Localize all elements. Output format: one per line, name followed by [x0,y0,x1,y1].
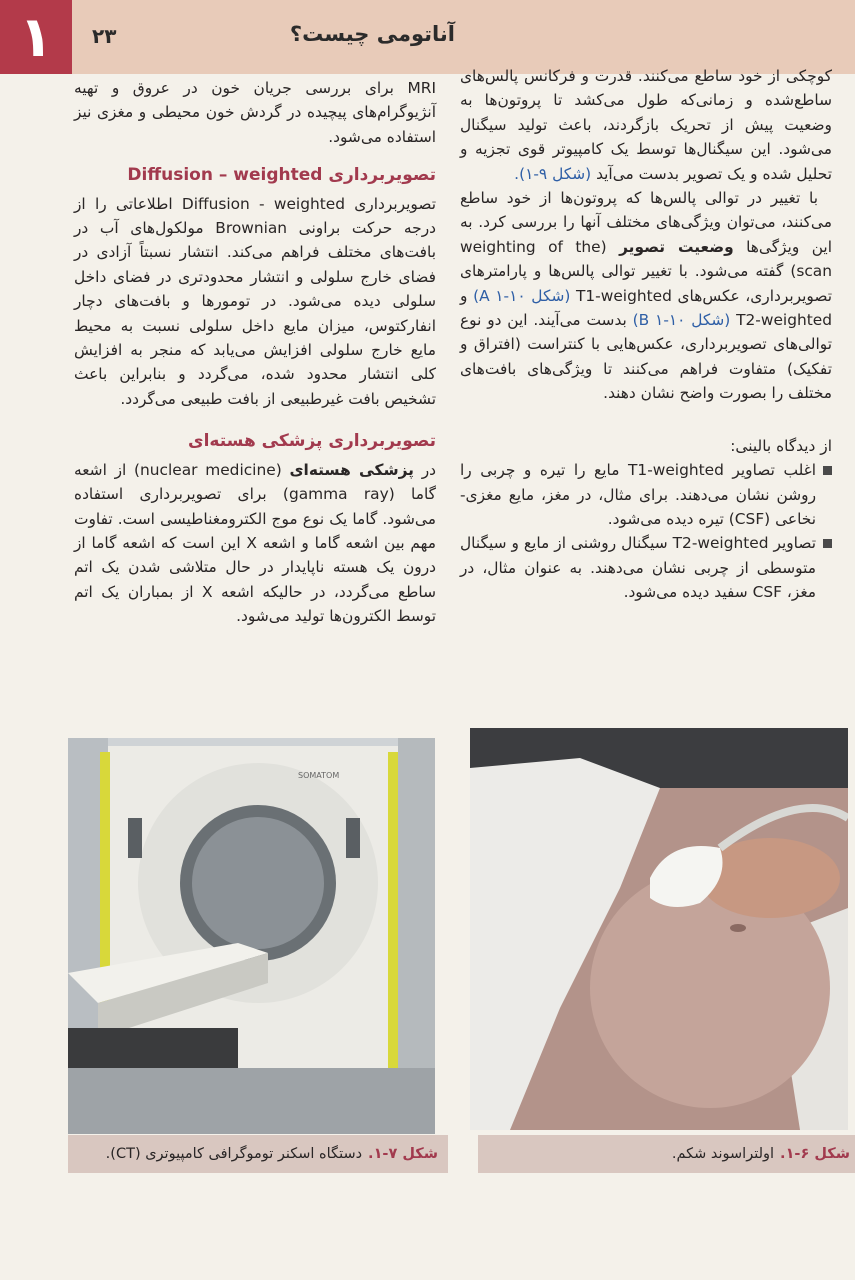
paragraph-text: با تغییر در توالی پالس‌ها که پروتون‌ها از خود ساطع می‌کنند، می‌توان ویژگی‌های مختلف آنها را بررسی کرد. به این ویژگی‌ها [460,189,832,256]
figure-caption-us [478,1135,855,1173]
left-column [74,76,436,629]
paragraph-text: (nuclear medicine) از اشعه گاما (gamma ray) برای تصویربرداری استفاده می‌شود. گاما یک نوع موج الکترومغناطیسی است. تفاوت مهم بین اشعه گاما و اشعه X این است که اشعه گاما از درون یک هسته ناپایدار در حال متلاشی شدن یک اتم ساطع می‌گردد، در حالیکه اشعه X از بمباران یک اتم توسط الکترون‌ها تولید می‌شود. [74,460,437,626]
paragraph [460,186,832,406]
figure-reference: (شکل ۱۰-۱ B) [632,311,731,330]
section-heading: تصویربرداری پزشکی هسته‌ای [188,431,436,452]
paragraph: MRI برای بررسی جریان خون در عروق و تهیه آنژیوگرام‌های پیچیده در گردش خون محیطی و مغزی نیز استفاده می‌شود. [74,79,436,146]
paragraph-text: در [421,460,436,479]
bullet-list [460,458,832,604]
list-item-text: اغلب تصاویر T1-weighted مایع را تیره و چربی را روشن نشان می‌دهند. برای مثال، در مغز، مایع مغزی-نخاعی (CSF) تیره دیده می‌شود. [460,461,816,528]
square-bullet-icon [823,466,832,475]
section-heading: تصویربرداری Diffusion – weighted [127,165,436,186]
figure-caption-text: دستگاه اسکنر توموگرافی کامپیوتری (CT). [105,1146,363,1162]
clinical-intro: از دیدگاه بالینی: [730,436,832,455]
paragraph-text: و T2-weighted [460,286,832,330]
list-item [460,458,832,531]
page-header [0,0,855,74]
paragraph-text: بدست می‌آیند. این دو نوع توالی‌های تصویربرداری، عکس‌هایی با کنتراست (افتراق و تفکیک) متفاوت فراهم می‌کنند تا ویژگی‌های بافت‌های مختلف را بصورت واضح نشان دهند. [460,311,832,403]
paragraph: تصویربرداری Diffusion - weighted اطلاعاتی را از درجه حرکت براونی Brownian مولکول‌های آب در بافت‌های مختلف فراهم می‌کند. انتشار نسبتاً آزادی در فضای خارج سلولی و انتشار محدودتری در فضای داخل سلولی دیده می‌شود. در تومورها و بافت‌های دچار انفارکتوس، میزان مایع داخل سلولی نسبت به محیط مایع خارج سلولی افزایش می‌یابد که منجر به افزایش کلی انتشار محدود شده، می‌گردد و بنابراین باعث تشخیص بافت غیرطبیعی از بافت طبیعی می‌گردد. [74,194,436,408]
ultrasound-illustration [470,728,848,1130]
bold-term: وضعیت تصویر [619,237,734,256]
ct-scanner-illustration [68,738,435,1134]
figure-label: شکل ۷-۱. [368,1146,438,1162]
page-title: آناتومی چیست؟ [289,22,455,46]
paragraph [460,64,832,186]
list-item [460,531,832,604]
paragraph [74,458,436,629]
figure-label: شکل ۶-۱. [780,1146,850,1162]
square-bullet-icon [823,539,832,548]
ultrasound-photo [470,728,848,1130]
figure-reference: (شکل ۱۰-۱ A) [473,286,571,305]
chapter-number: ۱ [0,0,72,74]
right-column [460,64,832,605]
list-item-text: تصاویر T2-weighted سیگنال روشنی از مایع و سیگنال متوسطی از چربی نشان می‌دهند. به عنوان مثال، در مغز، CSF سفید دیده می‌شود. [460,534,816,602]
figure-caption-ct [68,1135,448,1173]
figure-caption-text: اولتراسوند شکم. [671,1146,775,1162]
device-brand-text: SOMATOM [298,771,340,780]
figure-reference: (شکل ۹-۱). [514,164,592,183]
paragraph-text: (weighting of the scan) گفته می‌شود. با تغییر توالی پالس‌ها و پارامترهای تصویربرداری، عکس‌های T1-weighted [460,237,832,305]
bold-term: پزشکی هسته‌ای [289,460,414,479]
paragraph-text: کوچکی از خود ساطع می‌کنند. قدرت و فرکانس پالس‌های ساطع‌شده و زمانی‌که طول می‌کشد تا پروتون‌ها به وضعیت پیش از تحریک بازگردند، باعث تولید سیگنال می‌شود. این سیگنال‌ها توسط یک کامپیوتر قوی تجزیه و تحلیل شده و یک تصویر بدست می‌آید [460,67,832,183]
ct-scanner-photo [68,738,435,1134]
page-number: ۲۳ [92,24,117,48]
